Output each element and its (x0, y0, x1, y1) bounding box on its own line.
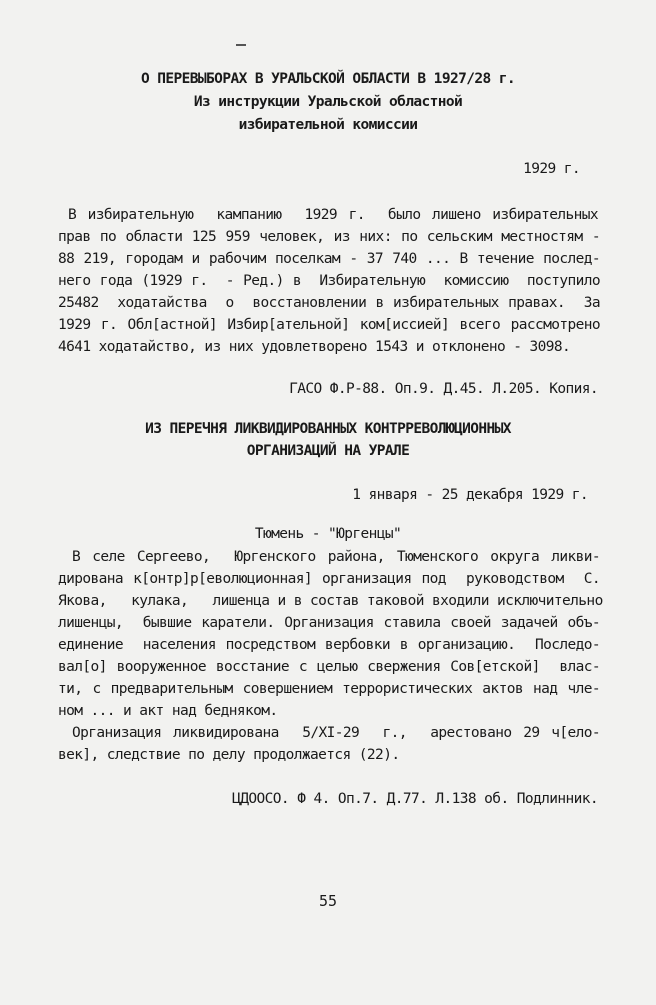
paragraph-line: ном ... и акт над бедняком. (58, 703, 278, 719)
paragraph-line: прав по области 125 959 человек, из них: по сельским местностям - (58, 229, 600, 245)
paragraph-line: 1929 г. Обл[астной] Избир[ательной] ком[иссией] всего рассмотрено (58, 317, 600, 333)
section1-date: 1929 г. (523, 161, 580, 177)
section1-title: О ПЕРЕВЫБОРАХ В УРАЛЬСКОЙ ОБЛАСТИ В 1927/28 г. (141, 71, 515, 87)
scan-mark (236, 44, 246, 46)
paragraph-line: Якова, кулака, лишенца и в состав таковой входили исключительно (58, 593, 603, 609)
paragraph-line: вал[о] вооруженное восстание с целью свержения Сов[етской] влас- (58, 659, 600, 675)
paragraph-line: В селе Сергеево, Юргенского района, Тюменского округа ликви- (72, 549, 600, 565)
paragraph-line: ти, с предварительным совершением террористических актов над чле- (58, 681, 600, 697)
paragraph-line: век], следствие по делу продолжается (22). (58, 747, 400, 763)
paragraph-line: лишенцы, бывшие каратели. Организация ставила своей задачей объ- (58, 615, 600, 631)
section1-subtitle: Из инструкции Уральской областной (193, 94, 463, 110)
section2-source: ЦДООСО. Ф 4. Оп.7. Д.77. Л.138 об. Подлинник. (232, 791, 598, 807)
paragraph-line: 4641 ходатайство, из них удовлетворено 1543 и отклонено - 3098. (58, 339, 571, 355)
section2-place: Тюмень - "Юргенцы" (254, 526, 402, 542)
paragraph-line: Организация ликвидирована 5/XI-29 г., арестовано 29 ч[ело- (72, 725, 600, 741)
section2-title: ИЗ ПЕРЕЧНЯ ЛИКВИДИРОВАННЫХ КОНТРРЕВОЛЮЦИОННЫХ (145, 421, 511, 437)
section2-title: ОРГАНИЗАЦИЙ НА УРАЛЕ (246, 443, 410, 459)
paragraph-line: В избирательную кампанию 1929 г. было лишено избирательных (68, 207, 598, 223)
paragraph-line: единение населения посредством вербовки в организацию. Последо- (58, 637, 600, 653)
page-number: 55 (318, 892, 338, 910)
section2-date: 1 января - 25 декабря 1929 г. (352, 487, 588, 503)
paragraph-line: 88 219, городам и рабочим поселкам - 37 740 ... В течение послед- (58, 251, 600, 267)
section1-source: ГАСО Ф.Р-88. Оп.9. Д.45. Л.205. Копия. (289, 381, 598, 397)
paragraph-line: него года (1929 г. - Ред.) в Избирательную комиссию поступило (58, 273, 600, 289)
paragraph-line: дирована к[онтр]р[еволюционная] организация под руководством С. (58, 571, 600, 587)
paragraph-line: 25482 ходатайства о восстановлении в избирательных правах. За (58, 295, 600, 311)
section1-subtitle: избирательной комиссии (238, 117, 418, 133)
